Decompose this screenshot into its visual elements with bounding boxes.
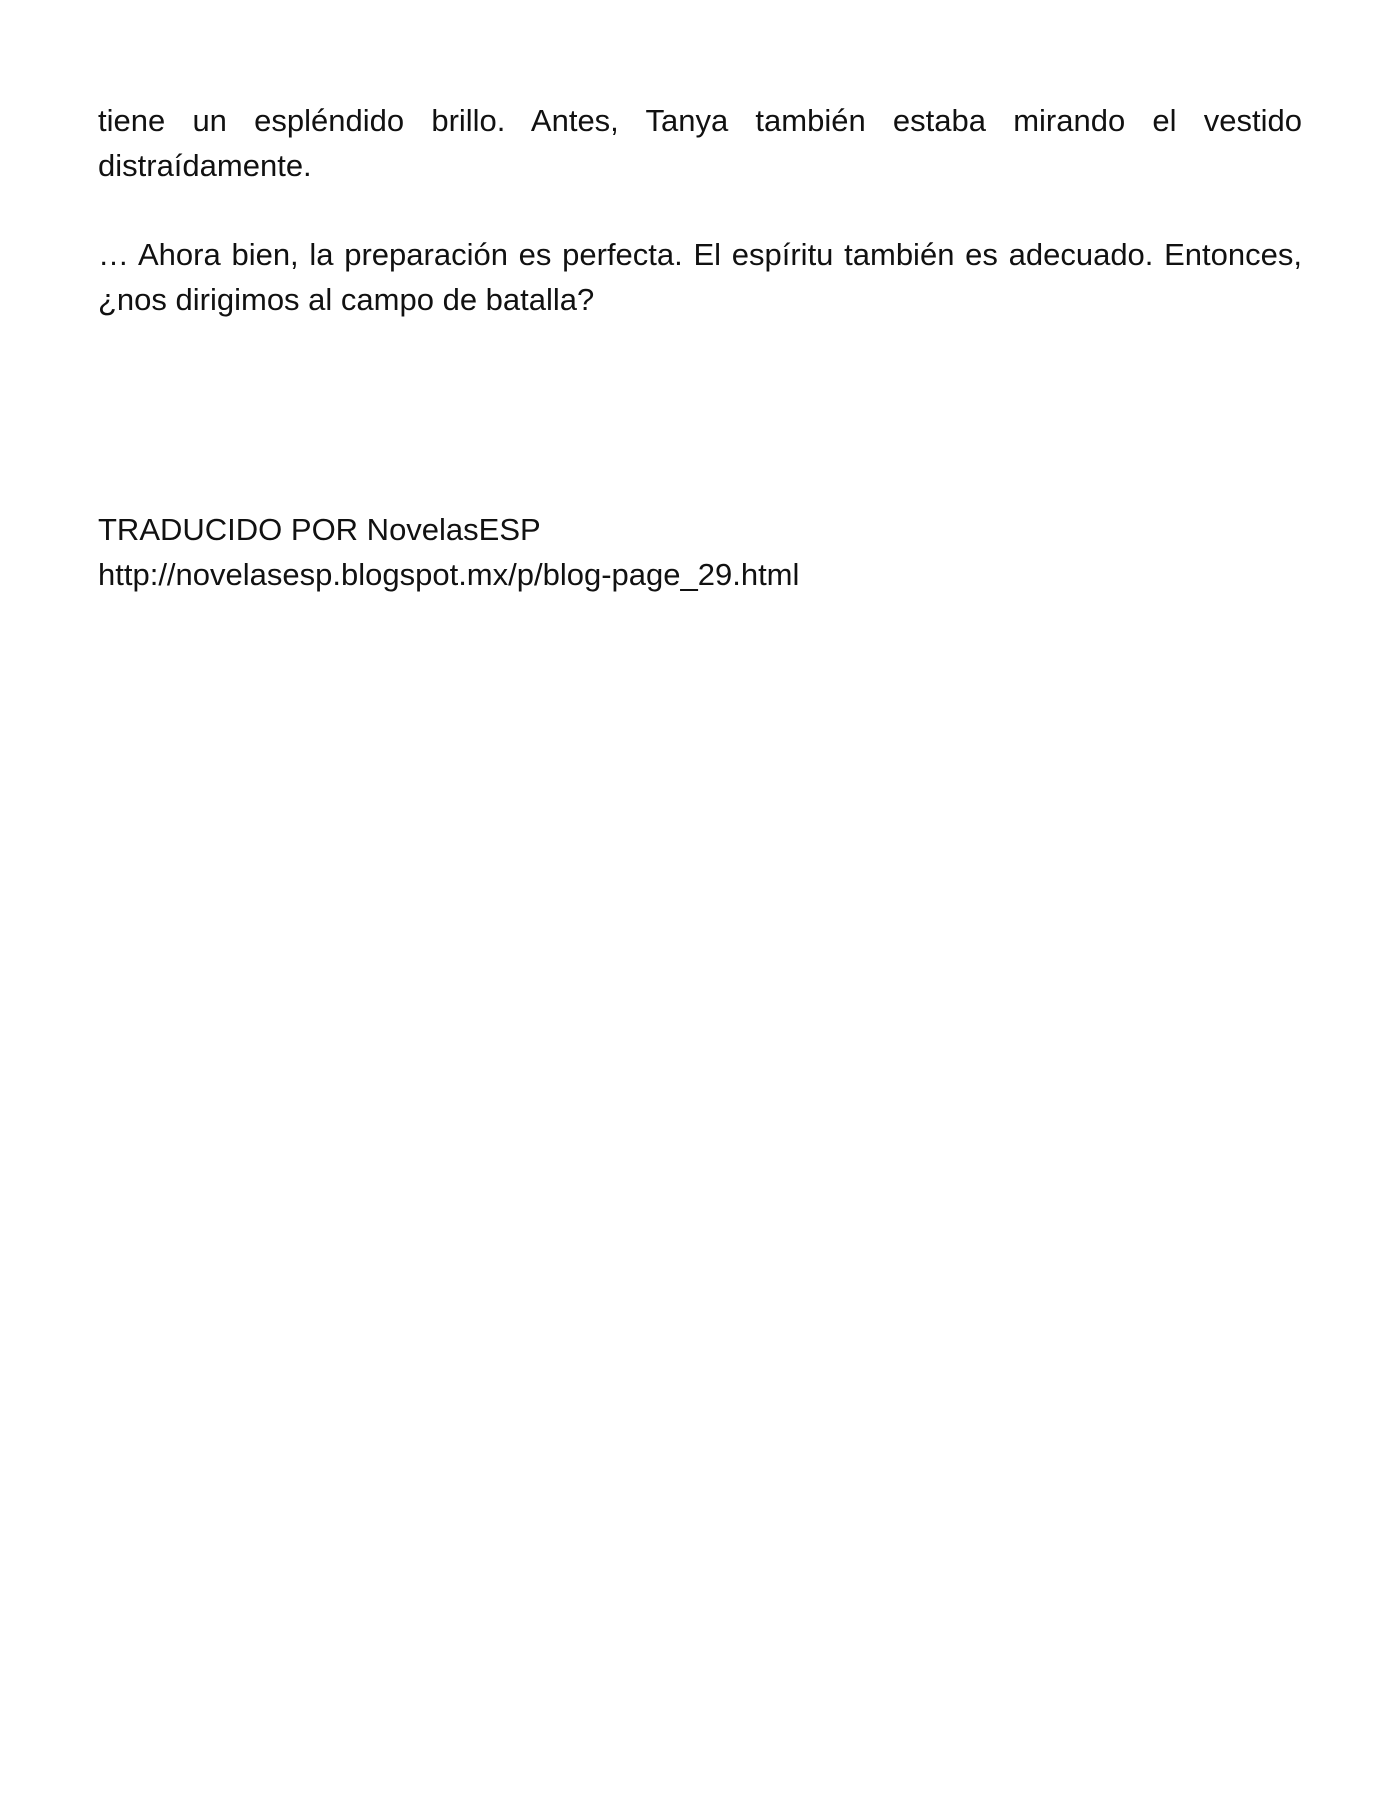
body-paragraph-1: tiene un espléndido brillo. Antes, Tanya también estaba mirando el vestido distraídamente. xyxy=(98,103,1302,183)
credit-url: http://novelasesp.blogspot.mx/p/blog-page_29.html xyxy=(98,557,800,592)
document-page xyxy=(98,98,1302,597)
translator-credits xyxy=(98,507,1302,597)
body-paragraph-2: … Ahora bien, la preparación es perfecta. El espíritu también es adecuado. Entonces, ¿nos dirigimos al campo de batalla? xyxy=(98,237,1302,317)
credit-line: TRADUCIDO POR NovelasESP xyxy=(98,512,541,547)
